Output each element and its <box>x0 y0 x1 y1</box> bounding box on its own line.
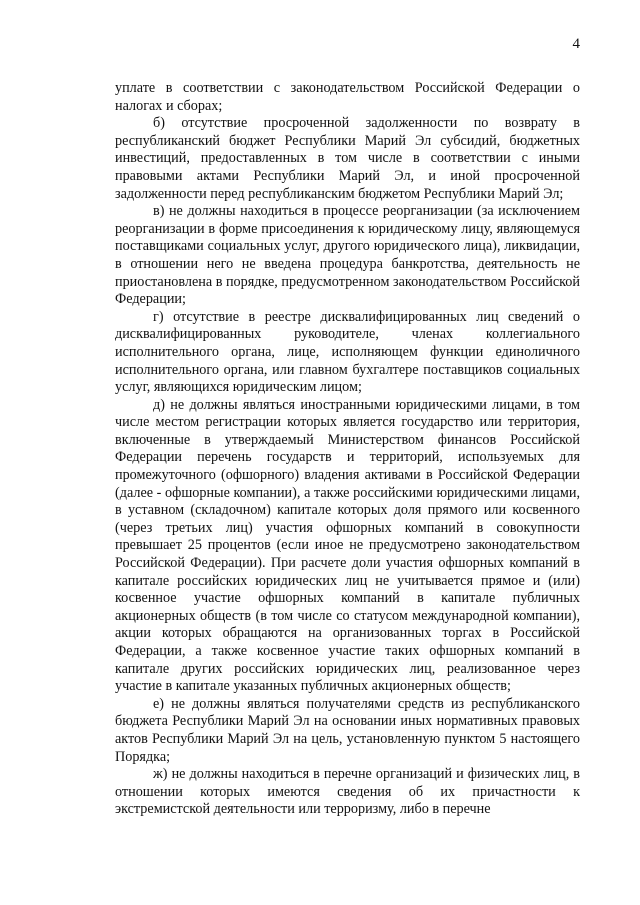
paragraph-item-d: д) не должны являться иностранными юридическими лицами, в том числе местом регистрации которых является государство или территория, включенные в утверждаемый Министерством финансов Российской Федерации перечень государств и территорий, используемых для промежуточного (офшорного) владения активами в Российской Федерации (далее - офшорные компании), а также российскими юридическими лицами, в уставном (складочном) капитале которых доля прямого или косвенного (через третьих лиц) участия офшорных компаний в совокупности превышает 25 процентов (если иное не предусмотрено законодательством Российской Федерации). При расчете доли участия офшорных компаний в капитале российских юридических лиц не учитывается прямое и (или) косвенное участие офшорных компаний в капитале публичных акционерных обществ (в том числе со статусом международной компании), акции которых обращаются на организованных торгах в Российской Федерации, а также косвенное участие таких офшорных компаний в капитале других российских юридических лиц, реализованное через участие в капитале указанных публичных акционерных обществ; <box>115 396 580 695</box>
document-body <box>115 80 580 819</box>
paragraph-item-zh: ж) не должны находиться в перечне организаций и физических лиц, в отношении которых имеются сведения об их причастности к экстремистской деятельности или терроризму, либо в перечне <box>115 766 580 818</box>
paragraph-item-g: г) отсутствие в реестре дисквалифицированных лиц сведений о дисквалифицированных руководителе, членах коллегиального исполнительного органа, лице, исполняющем функции единоличного исполнительного органа, или главном бухгалтере поставщиков социальных услуг, являющихся юридическим лицом; <box>115 308 580 396</box>
paragraph-item-e: е) не должны являться получателями средств из республиканского бюджета Республики Марий Эл на основании иных нормативных правовых актов Республики Марий Эл на цель, установленную пунктом 5 настоящего Порядка; <box>115 695 580 765</box>
paragraph-item-v: в) не должны находиться в процессе реорганизации (за исключением реорганизации в форме присоединения к юридическому лицу, являющемуся поставщиками социальных услуг, другого юридического лица), ликвидации, в отношении него не введена процедура банкротства, деятельность не приостановлена в порядке, предусмотренном законодательством Российской Федерации; <box>115 203 580 308</box>
paragraph-continuation: уплате в соответствии с законодательством Российской Федерации о налогах и сборах; <box>115 80 580 114</box>
paragraph-item-b: б) отсутствие просроченной задолженности по возврату в республиканский бюджет Республики Марий Эл субсидий, бюджетных инвестиций, предоставленных в том числе в соответствии с иными правовыми актами Республики Марий Эл, и иной просроченной задолженности перед республиканским бюджетом Республики Марий Эл; <box>115 115 580 202</box>
page-number: 4 <box>572 36 580 52</box>
